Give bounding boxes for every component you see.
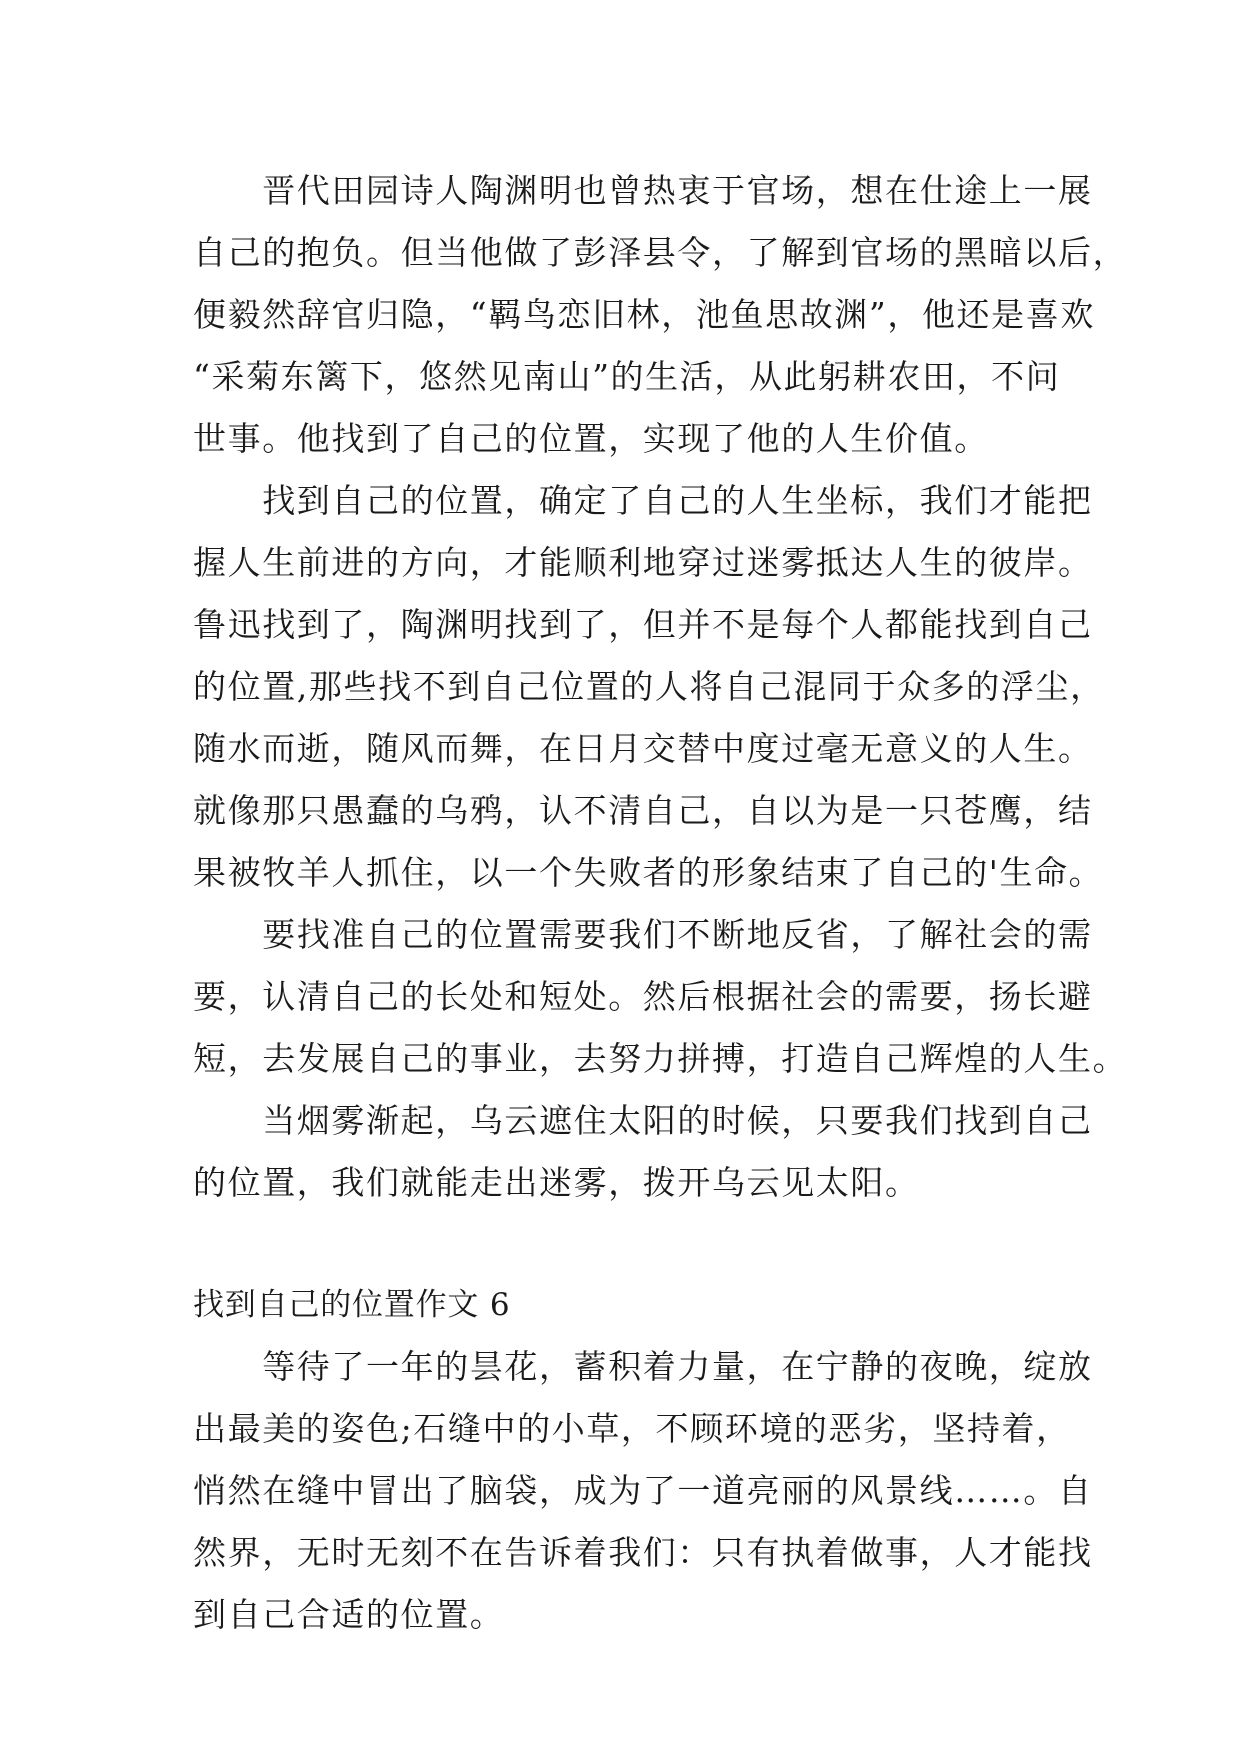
text-line: 找到自己的位置，确定了自己的人生坐标，我们才能把 — [193, 481, 1093, 520]
text-line: 到自己合适的位置。 — [193, 1595, 505, 1634]
text-line: 等待了一年的昙花，蓄积着力量，在宁静的夜晚，绽放 — [193, 1347, 1093, 1386]
section-spacer — [193, 1214, 1065, 1274]
text-line: 然界，无时无刻不在告诉着我们：只有执着做事，人才能找 — [193, 1533, 1093, 1572]
paragraph — [193, 160, 1128, 470]
text-line: 出最美的姿色;石缝中的小草，不顾环境的恶劣，坚持着， — [193, 1409, 1071, 1448]
text-line: 晋代田园诗人陶渊明也曾热衷于官场，想在仕途上一展 — [193, 171, 1093, 210]
text-line: 鲁迅找到了，陶渊明找到了，但并不是每个人都能找到自己 — [193, 605, 1093, 644]
paragraph — [193, 470, 1105, 904]
paragraph — [193, 1090, 1093, 1214]
text-line: 自己的抱负。但当他做了彭泽县令，了解到官场的黑暗以后， — [193, 233, 1128, 272]
text-line: 果被牧羊人抓住，以一个失败者的形象结束了自己的'生命。 — [193, 853, 1104, 892]
text-line: 当烟雾渐起，乌云遮住太阳的时候，只要我们找到自己 — [193, 1101, 1093, 1140]
text-line: 要找准自己的位置需要我们不断地反省，了解社会的需 — [193, 915, 1093, 954]
paragraph — [193, 1336, 1093, 1646]
text-line: 悄然在缝中冒出了脑袋，成为了一道亮丽的风景线……。自 — [193, 1471, 1093, 1510]
text-line: 要，认清自己的长处和短处。然后根据社会的需要，扬长避 — [193, 977, 1093, 1016]
text-line: 便毅然辞官归隐，“羁鸟恋旧林，池鱼思故渊”，他还是喜欢 — [193, 295, 1095, 334]
text-line: 的位置，我们就能走出迷雾，拨开乌云见太阳。 — [193, 1163, 920, 1202]
text-line: 握人生前进的方向，才能顺利地穿过迷雾抵达人生的彼岸。 — [193, 543, 1093, 582]
text-line: 就像那只愚蠢的乌鸦，认不清自己，自以为是一只苍鹰，结 — [193, 791, 1093, 830]
text-line: 随水而逝，随风而舞，在日月交替中度过毫无意义的人生。 — [193, 729, 1093, 768]
paragraph — [193, 904, 1128, 1090]
text-line: 短，去发展自己的事业，去努力拼搏，打造自己辉煌的人生。 — [193, 1039, 1128, 1078]
text-line: “采菊东篱下，悠然见南山”的生活，从此躬耕农田，不问 — [193, 357, 1061, 396]
text-line: 的位置,那些找不到自己位置的人将自己混同于众多的浮尘， — [193, 667, 1105, 706]
section-title: 找到自己的位置作文 6 — [193, 1287, 511, 1323]
text-line: 世事。他找到了自己的位置，实现了他的人生价值。 — [193, 419, 989, 458]
document-body — [193, 160, 1128, 1646]
